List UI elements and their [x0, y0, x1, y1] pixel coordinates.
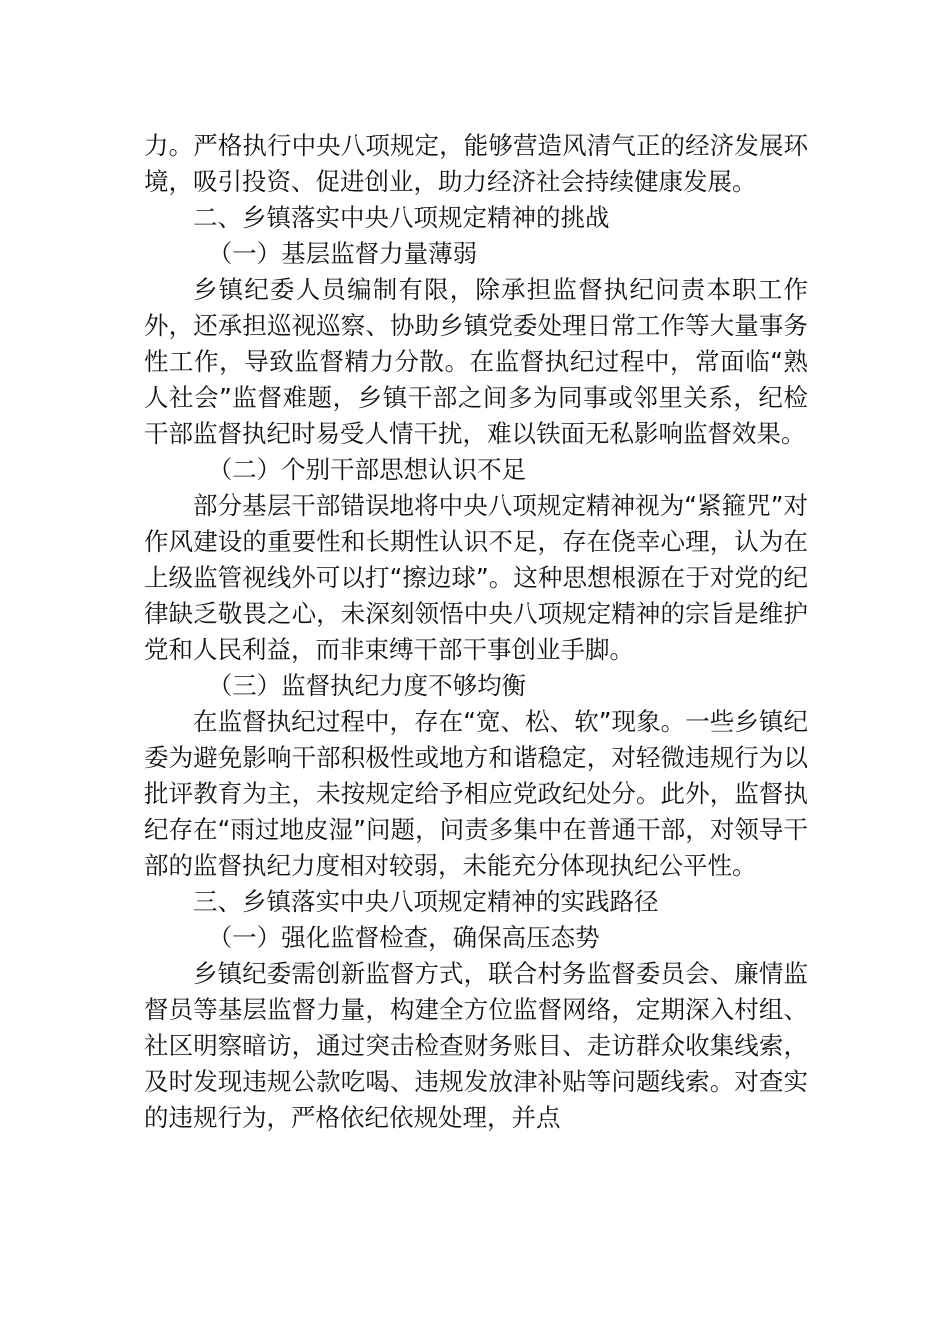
section-heading-3: 三、乡镇落实中央八项规定精神的实践路径: [193, 887, 659, 916]
paragraph-2-3: 在监督执纪过程中，存在“宽、松、软”现象。一些乡镇纪委为避免影响干部积极性或地方和谐稳定，对轻微违规行为以批评教育为主，未按规定给予相应党政纪处分。此外，监督执纪存在“雨过地皮湿”问题，问责多集中在普通干部，对领导干部的监督执纪力度相对较弱，未能充分体现执纪公平性。: [144, 707, 808, 880]
subsection-heading-2-2: （二）个别干部思想认识不足: [207, 455, 527, 484]
document-body: [144, 128, 808, 1136]
section-heading-2: 二、乡镇落实中央八项规定精神的挑战: [193, 203, 610, 232]
paragraph-2-1: 乡镇纪委人员编制有限，除承担监督执纪问责本职工作外，还承担巡视巡察、协助乡镇党委处理日常工作等大量事务性工作，导致监督精力分散。在监督执纪过程中，常面临“熟人社会”监督难题，乡镇干部之间多为同事或邻里关系，纪检干部监督执纪时易受人情干扰，难以铁面无私影响监督效果。: [144, 275, 808, 448]
subsection-heading-3-1: （一）强化监督检查，确保高压态势: [207, 923, 600, 952]
paragraph-3-1: 乡镇纪委需创新监督方式，联合村务监督委员会、廉情监督员等基层监督力量，构建全方位监督网络，定期深入村组、社区明察暗访，通过突击检查财务账目、走访群众收集线索，及时发现违规公款吃喝、违规发放津补贴等问题线索。对查实的违规行为，严格依纪依规处理，并点: [144, 959, 808, 1132]
subsection-heading-2-3: （三）监督执纪力度不够均衡: [207, 671, 527, 700]
paragraph-2-2: 部分基层干部错误地将中央八项规定精神视为“紧箍咒”对作风建设的重要性和长期性认识不足，存在侥幸心理，认为在上级监管视线外可以打“擦边球”。这种思想根源在于对党的纪律缺乏敬畏之心，未深刻领悟中央八项规定精神的宗旨是维护党和人民利益，而非束缚干部干事创业手脚。: [144, 491, 808, 664]
paragraph-continuation: 力。严格执行中央八项规定，能够营造风清气正的经济发展环境，吸引投资、促进创业，助力经济社会持续健康发展。: [144, 131, 808, 196]
subsection-heading-2-1: （一）基层监督力量薄弱: [207, 239, 478, 268]
